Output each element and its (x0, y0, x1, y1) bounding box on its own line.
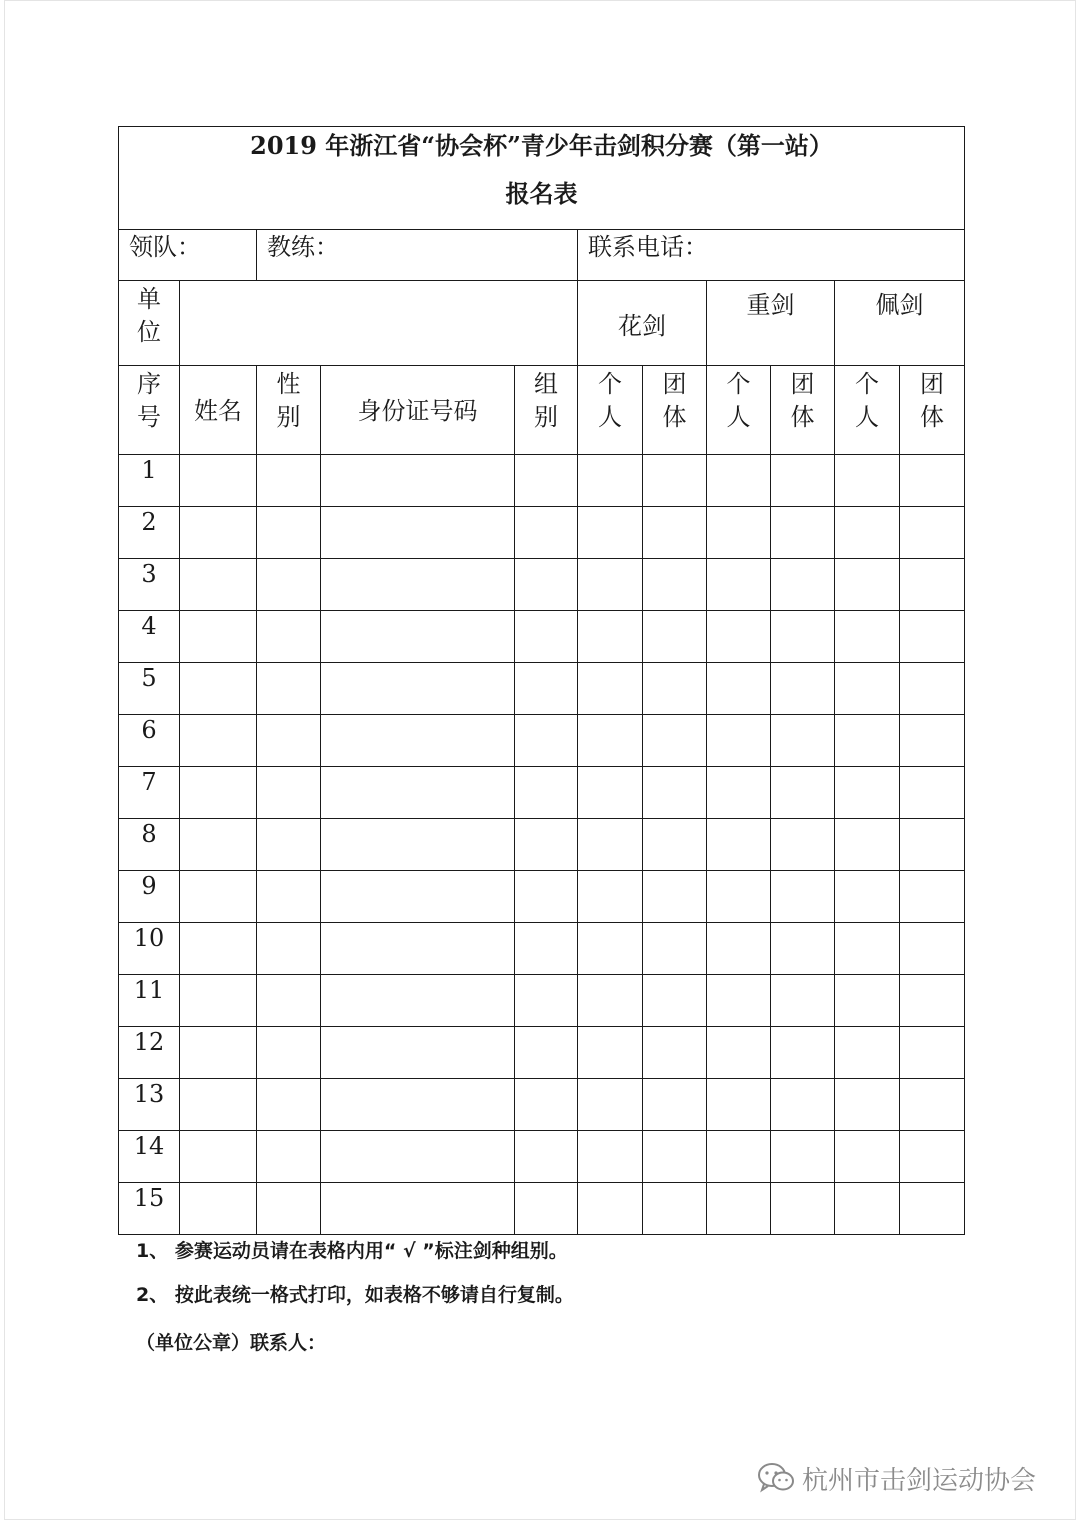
name-cell[interactable] (180, 819, 257, 871)
group-cell[interactable] (515, 819, 578, 871)
epee-individual-cell[interactable] (707, 455, 771, 507)
table-row (119, 767, 965, 819)
epee-team-cell[interactable] (771, 715, 835, 767)
form-title: 2019 年浙江省“协会杯”青少年击剑积分赛（第一站） (250, 131, 833, 160)
gender-cell[interactable] (257, 611, 321, 663)
row-number: 15 (119, 1183, 180, 1235)
foil-team-cell[interactable] (643, 1131, 707, 1183)
id-number-cell[interactable] (321, 715, 515, 767)
epee-individual-cell[interactable] (707, 1027, 771, 1079)
foil-individual-cell[interactable] (578, 559, 643, 611)
epee-team-cell[interactable] (771, 663, 835, 715)
title-cell (119, 127, 965, 230)
epee-team-cell[interactable] (771, 455, 835, 507)
foil-individual-cell[interactable] (578, 767, 643, 819)
foil-team-cell[interactable] (643, 611, 707, 663)
sabre-team-cell[interactable] (900, 507, 965, 559)
gender-cell[interactable] (257, 715, 321, 767)
col-foil-team: 团 体 (643, 366, 707, 455)
sabre-individual-cell[interactable] (835, 923, 900, 975)
col-id-number: 身份证号码 (321, 366, 515, 455)
sabre-team-cell[interactable] (900, 1027, 965, 1079)
foil-individual-cell[interactable] (578, 715, 643, 767)
table-row (119, 1027, 965, 1079)
row-number: 6 (119, 715, 180, 767)
foil-individual-cell[interactable] (578, 871, 643, 923)
weapon-epee: 重剑 (707, 281, 835, 366)
row-number: 5 (119, 663, 180, 715)
foil-team-cell[interactable] (643, 1079, 707, 1131)
foil-individual-cell[interactable] (578, 1183, 643, 1235)
epee-team-cell[interactable] (771, 611, 835, 663)
id-number-cell[interactable] (321, 1131, 515, 1183)
epee-individual-cell[interactable] (707, 975, 771, 1027)
foil-team-cell[interactable] (643, 819, 707, 871)
coach-field[interactable]: 教练： (257, 230, 578, 281)
row-number: 14 (119, 1131, 180, 1183)
table-row (119, 455, 965, 507)
row-number: 4 (119, 611, 180, 663)
row-number: 8 (119, 819, 180, 871)
col-seq: 序 号 (119, 366, 180, 455)
foil-team-cell[interactable] (643, 767, 707, 819)
sabre-team-cell[interactable] (900, 715, 965, 767)
group-cell[interactable] (515, 923, 578, 975)
id-number-cell[interactable] (321, 871, 515, 923)
sabre-individual-cell[interactable] (835, 663, 900, 715)
foil-individual-cell[interactable] (578, 923, 643, 975)
group-cell[interactable] (515, 975, 578, 1027)
name-cell[interactable] (180, 767, 257, 819)
sabre-team-cell[interactable] (900, 923, 965, 975)
col-gender: 性 别 (257, 366, 321, 455)
sabre-team-cell[interactable] (900, 975, 965, 1027)
note-1: 1、 参赛运动员请在表格内用“ √ ”标注剑种组别。 (136, 1240, 568, 1262)
name-cell[interactable] (180, 1131, 257, 1183)
foil-team-cell[interactable] (643, 1027, 707, 1079)
row-number: 1 (119, 455, 180, 507)
row-number: 3 (119, 559, 180, 611)
name-cell[interactable] (180, 1027, 257, 1079)
name-cell[interactable] (180, 975, 257, 1027)
epee-individual-cell[interactable] (707, 871, 771, 923)
wechat-icon (756, 1460, 796, 1496)
name-cell[interactable] (180, 923, 257, 975)
id-number-cell[interactable] (321, 1027, 515, 1079)
foil-team-cell[interactable] (643, 923, 707, 975)
group-cell[interactable] (515, 559, 578, 611)
row-number: 13 (119, 1079, 180, 1131)
id-number-cell[interactable] (321, 663, 515, 715)
row-number: 7 (119, 767, 180, 819)
group-cell[interactable] (515, 871, 578, 923)
row-number: 9 (119, 871, 180, 923)
name-cell[interactable] (180, 559, 257, 611)
epee-individual-cell[interactable] (707, 1183, 771, 1235)
group-cell[interactable] (515, 507, 578, 559)
epee-individual-cell[interactable] (707, 507, 771, 559)
sabre-individual-cell[interactable] (835, 767, 900, 819)
epee-team-cell[interactable] (771, 923, 835, 975)
gender-cell[interactable] (257, 975, 321, 1027)
unit-field[interactable] (180, 281, 578, 366)
row-number: 10 (119, 923, 180, 975)
weapon-foil: 花剑 (578, 281, 707, 366)
name-cell[interactable] (180, 871, 257, 923)
epee-team-cell[interactable] (771, 559, 835, 611)
table-row (119, 715, 965, 767)
epee-team-cell[interactable] (771, 507, 835, 559)
gender-cell[interactable] (257, 507, 321, 559)
col-sabre-individual: 个 人 (835, 366, 900, 455)
epee-team-cell[interactable] (771, 819, 835, 871)
foil-individual-cell[interactable] (578, 455, 643, 507)
sabre-team-cell[interactable] (900, 767, 965, 819)
sabre-individual-cell[interactable] (835, 507, 900, 559)
registration-form-table (118, 126, 965, 1235)
gender-cell[interactable] (257, 663, 321, 715)
gender-cell[interactable] (257, 1183, 321, 1235)
id-number-cell[interactable] (321, 1183, 515, 1235)
name-cell[interactable] (180, 663, 257, 715)
watermark-text: 杭州市击剑运动协会 (802, 1465, 1037, 1496)
foil-individual-cell[interactable] (578, 507, 643, 559)
foil-individual-cell[interactable] (578, 663, 643, 715)
weapon-sabre: 佩剑 (835, 281, 965, 366)
foil-individual-cell[interactable] (578, 1079, 643, 1131)
table-row (119, 923, 965, 975)
group-cell[interactable] (515, 611, 578, 663)
entry-rows (119, 455, 965, 1235)
sabre-individual-cell[interactable] (835, 1027, 900, 1079)
id-number-cell[interactable] (321, 611, 515, 663)
group-cell[interactable] (515, 663, 578, 715)
table-row (119, 611, 965, 663)
sabre-team-cell[interactable] (900, 871, 965, 923)
sabre-individual-cell[interactable] (835, 1183, 900, 1235)
foil-individual-cell[interactable] (578, 611, 643, 663)
epee-team-cell[interactable] (771, 1027, 835, 1079)
group-cell[interactable] (515, 715, 578, 767)
epee-team-cell[interactable] (771, 975, 835, 1027)
gender-cell[interactable] (257, 1027, 321, 1079)
foil-team-cell[interactable] (643, 871, 707, 923)
id-number-cell[interactable] (321, 975, 515, 1027)
foil-individual-cell[interactable] (578, 819, 643, 871)
epee-individual-cell[interactable] (707, 611, 771, 663)
id-number-cell[interactable] (321, 1079, 515, 1131)
phone-field[interactable]: 联系电话： (578, 230, 965, 281)
foil-team-cell[interactable] (643, 663, 707, 715)
table-row (119, 507, 965, 559)
epee-individual-cell[interactable] (707, 715, 771, 767)
table-row (119, 975, 965, 1027)
epee-team-cell[interactable] (771, 1183, 835, 1235)
name-cell[interactable] (180, 455, 257, 507)
name-cell[interactable] (180, 1079, 257, 1131)
group-cell[interactable] (515, 1079, 578, 1131)
gender-cell[interactable] (257, 559, 321, 611)
epee-team-cell[interactable] (771, 767, 835, 819)
col-sabre-team: 团 体 (900, 366, 965, 455)
foil-team-cell[interactable] (643, 975, 707, 1027)
sabre-team-cell[interactable] (900, 663, 965, 715)
sabre-individual-cell[interactable] (835, 1131, 900, 1183)
table-row (119, 1131, 965, 1183)
id-number-cell[interactable] (321, 559, 515, 611)
watermark (756, 1458, 1036, 1498)
id-number-cell[interactable] (321, 455, 515, 507)
col-foil-individual: 个 人 (578, 366, 643, 455)
sabre-team-cell[interactable] (900, 819, 965, 871)
sabre-team-cell[interactable] (900, 455, 965, 507)
sabre-individual-cell[interactable] (835, 611, 900, 663)
table-row (119, 1183, 965, 1235)
epee-individual-cell[interactable] (707, 1131, 771, 1183)
sabre-individual-cell[interactable] (835, 559, 900, 611)
epee-individual-cell[interactable] (707, 663, 771, 715)
epee-team-cell[interactable] (771, 871, 835, 923)
gender-cell[interactable] (257, 767, 321, 819)
table-row (119, 663, 965, 715)
foil-individual-cell[interactable] (578, 975, 643, 1027)
foil-individual-cell[interactable] (578, 1131, 643, 1183)
epee-individual-cell[interactable] (707, 819, 771, 871)
id-number-cell[interactable] (321, 923, 515, 975)
id-number-cell[interactable] (321, 507, 515, 559)
table-row (119, 819, 965, 871)
sabre-team-cell[interactable] (900, 1131, 965, 1183)
gender-cell[interactable] (257, 455, 321, 507)
table-row (119, 559, 965, 611)
row-number: 12 (119, 1027, 180, 1079)
foil-team-cell[interactable] (643, 455, 707, 507)
col-name: 姓名 (180, 366, 257, 455)
sabre-individual-cell[interactable] (835, 1079, 900, 1131)
table-row (119, 1079, 965, 1131)
name-cell[interactable] (180, 715, 257, 767)
row-number: 11 (119, 975, 180, 1027)
row-number: 2 (119, 507, 180, 559)
sabre-individual-cell[interactable] (835, 819, 900, 871)
id-number-cell[interactable] (321, 819, 515, 871)
table-row (119, 871, 965, 923)
note-seal-contact: （单位公章）联系人： (136, 1332, 327, 1354)
unit-label: 单 位 (119, 281, 180, 366)
group-cell[interactable] (515, 1131, 578, 1183)
sabre-individual-cell[interactable] (835, 975, 900, 1027)
gender-cell[interactable] (257, 923, 321, 975)
sabre-individual-cell[interactable] (835, 715, 900, 767)
epee-individual-cell[interactable] (707, 767, 771, 819)
sabre-team-cell[interactable] (900, 559, 965, 611)
group-cell[interactable] (515, 1027, 578, 1079)
epee-team-cell[interactable] (771, 1131, 835, 1183)
gender-cell[interactable] (257, 819, 321, 871)
col-epee-team: 团 体 (771, 366, 835, 455)
name-cell[interactable] (180, 507, 257, 559)
foil-team-cell[interactable] (643, 559, 707, 611)
epee-individual-cell[interactable] (707, 1079, 771, 1131)
note-2: 2、 按此表统一格式打印，如表格不够请自行复制。 (136, 1284, 574, 1306)
foil-individual-cell[interactable] (578, 1027, 643, 1079)
name-cell[interactable] (180, 611, 257, 663)
leader-field[interactable]: 领队： (119, 230, 257, 281)
col-epee-individual: 个 人 (707, 366, 771, 455)
sabre-individual-cell[interactable] (835, 455, 900, 507)
epee-individual-cell[interactable] (707, 559, 771, 611)
group-cell[interactable] (515, 1183, 578, 1235)
id-number-cell[interactable] (321, 767, 515, 819)
form-subtitle: 报名表 (505, 179, 578, 208)
foil-team-cell[interactable] (643, 1183, 707, 1235)
sabre-individual-cell[interactable] (835, 871, 900, 923)
epee-individual-cell[interactable] (707, 923, 771, 975)
gender-cell[interactable] (257, 1079, 321, 1131)
group-cell[interactable] (515, 455, 578, 507)
foil-team-cell[interactable] (643, 715, 707, 767)
col-group: 组 别 (515, 366, 578, 455)
sabre-team-cell[interactable] (900, 611, 965, 663)
group-cell[interactable] (515, 767, 578, 819)
epee-team-cell[interactable] (771, 1079, 835, 1131)
sabre-team-cell[interactable] (900, 1079, 965, 1131)
gender-cell[interactable] (257, 871, 321, 923)
foil-team-cell[interactable] (643, 507, 707, 559)
sabre-team-cell[interactable] (900, 1183, 965, 1235)
name-cell[interactable] (180, 1183, 257, 1235)
gender-cell[interactable] (257, 1131, 321, 1183)
